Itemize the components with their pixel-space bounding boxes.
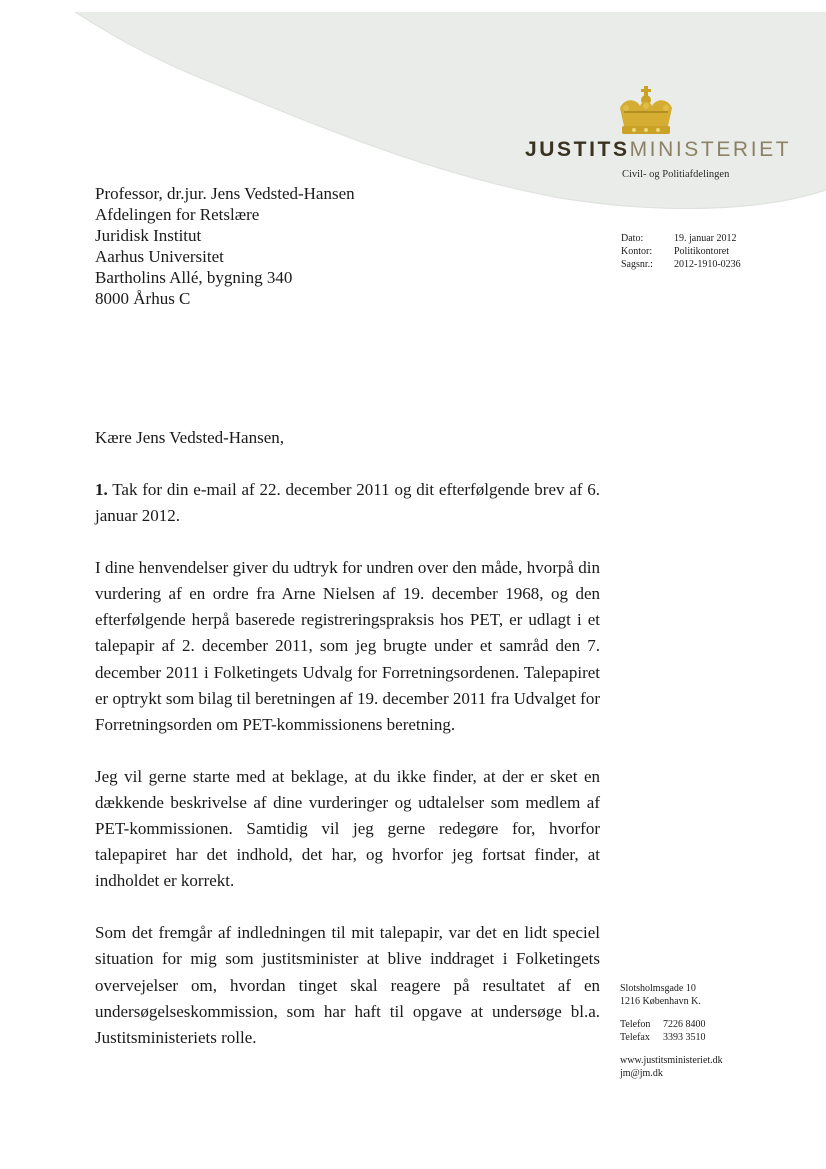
phone-row xyxy=(620,1018,723,1031)
ministry-logotype xyxy=(525,139,791,160)
date-label: Dato: xyxy=(621,233,644,244)
email-link[interactable]: jm@jm.dk xyxy=(620,1068,663,1079)
recipient-line: Afdelingen for Retslære xyxy=(95,205,260,224)
recipient-address-block xyxy=(95,183,355,309)
letter-body xyxy=(95,477,600,1077)
web-block xyxy=(620,1054,723,1080)
paragraph-1-text: Tak for din e-mail af 22. december 2011 og dit efterfølgende brev af 6. januar 2012. xyxy=(95,480,600,526)
street-address: Slotsholmsgade 10 xyxy=(620,983,696,994)
office-label: Kontor: xyxy=(621,246,653,257)
paragraph-2: I dine henvendelser giver du udtryk for undren over den måde, hvorpå din vurdering af en ordre fra Arne Nielsen af 19. december 1968, og den efterfølgende herpå baserede registreringspraksis hos PET, er udlagt i et talepapir af 2. december 2011, som jeg brugte under et samråd den 7. december 2011 i Folketingets Udvalg for Forretningsordenen. Talepapiret er optrykt som bilag til beretningen af 19. december 2011 fra Udvalget for Forretningsorden om PET-kommissionens beretning. xyxy=(95,558,600,734)
postal-city: 1216 København K. xyxy=(620,996,701,1007)
paragraph-number: 1. xyxy=(95,480,108,499)
meta-row-case xyxy=(621,258,741,271)
paragraph-4: Som det fremgår af indledningen til mit talepapir, var det en lidt speciel situation for mig som justitsminister at blive inddraget i Folketingets overvejelser om, hvordan tinget skal reagere på resultatet af en undersøgelseskommission, som har haft til opgave at undersøge bl.a. Justitsministeriets rolle. xyxy=(95,923,600,1047)
recipient-line: Juridisk Institut xyxy=(95,226,202,245)
meta-row-date xyxy=(621,232,741,245)
case-number-value: 2012-1910-0236 xyxy=(674,259,741,270)
fax-value: 3393 3510 xyxy=(663,1032,706,1043)
logotype-part-1: JUSTITS xyxy=(525,138,630,161)
paragraph-3: Jeg vil gerne starte med at beklage, at du ikke finder, at der er sket en dækkende beskrivelse af dine vurderinger og udtalelser som medlem af PET-kommissionen. Samtidig vil jeg gerne redegøre for, hvorfor talepapiret har det indhold, det har, og hvorfor jeg fortsat finder, at indholdet er korrekt. xyxy=(95,766,600,891)
crown-icon xyxy=(614,84,678,140)
phone-block xyxy=(620,1018,723,1044)
department-name: Civil- og Politiafdelingen xyxy=(622,169,730,180)
phone-value: 7226 8400 xyxy=(663,1019,706,1030)
recipient-line: Bartholins Allé, bygning 340 xyxy=(95,268,293,287)
recipient-line: Aarhus Universitet xyxy=(95,247,224,266)
meta-row-office xyxy=(621,245,741,258)
letter-meta-block xyxy=(621,232,741,271)
phone-label: Telefon xyxy=(620,1019,651,1030)
logotype-part-2: MINISTERIET xyxy=(629,138,792,161)
office-value: Politikontoret xyxy=(674,246,729,257)
website-link[interactable]: www.justitsministeriet.dk xyxy=(620,1055,723,1066)
date-value: 19. januar 2012 xyxy=(674,233,737,244)
postal-address xyxy=(620,982,723,1008)
recipient-line: 8000 Århus C xyxy=(95,289,191,308)
case-number-label: Sagsnr.: xyxy=(621,259,653,270)
salutation: Kære Jens Vedsted-Hansen, xyxy=(95,428,285,447)
paragraph-1 xyxy=(95,477,600,529)
fax-row xyxy=(620,1031,723,1044)
fax-label: Telefax xyxy=(620,1032,650,1043)
sender-contact-block xyxy=(620,982,723,1080)
recipient-line: Professor, dr.jur. Jens Vedsted-Hansen xyxy=(95,184,355,203)
